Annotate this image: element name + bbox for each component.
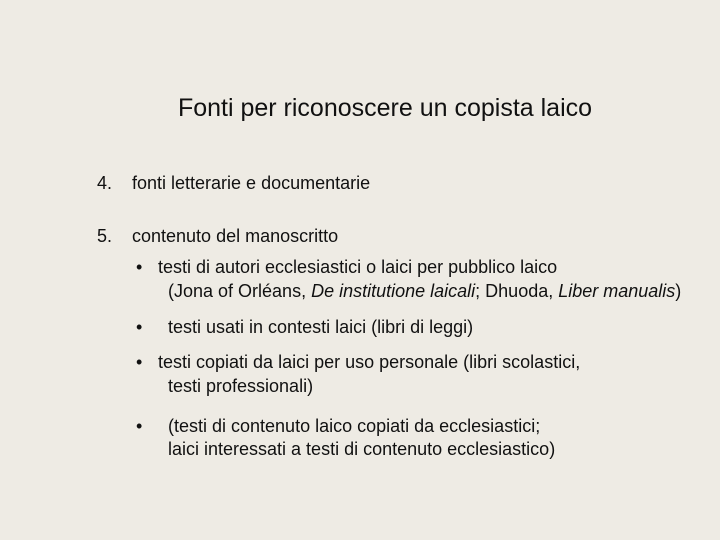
sub-item-text: (testi di contenuto laico copiati da ecclesiastici; (168, 416, 541, 436)
bullet-icon: • (136, 352, 143, 372)
bullet-icon: • (136, 317, 143, 337)
sub-item-text: testi copiati da laici per uso personale (libri scolastici, (158, 352, 581, 372)
slide-title: Fonti per riconoscere un copista laico (177, 94, 593, 122)
list-number: 5. (97, 226, 113, 246)
sub-item-text: testi di autori ecclesiastici o laici per pubblico laico (158, 257, 558, 277)
list-item: contenuto del manoscritto (132, 226, 339, 246)
sub-item-text: laici interessati a testi di contenuto ecclesiastico) (168, 439, 556, 459)
sub-item-text: (Jona of Orléans, De institutione laicali; Dhuoda, Liber manualis) (168, 281, 682, 301)
bullet-icon: • (136, 416, 143, 436)
sub-item-text: testi professionali) (168, 376, 314, 396)
list-item: fonti letterarie e documentarie (132, 173, 371, 193)
bullet-icon: • (136, 257, 143, 277)
sub-item-text: testi usati in contesti laici (libri di leggi) (168, 317, 474, 337)
list-number: 4. (97, 173, 113, 193)
